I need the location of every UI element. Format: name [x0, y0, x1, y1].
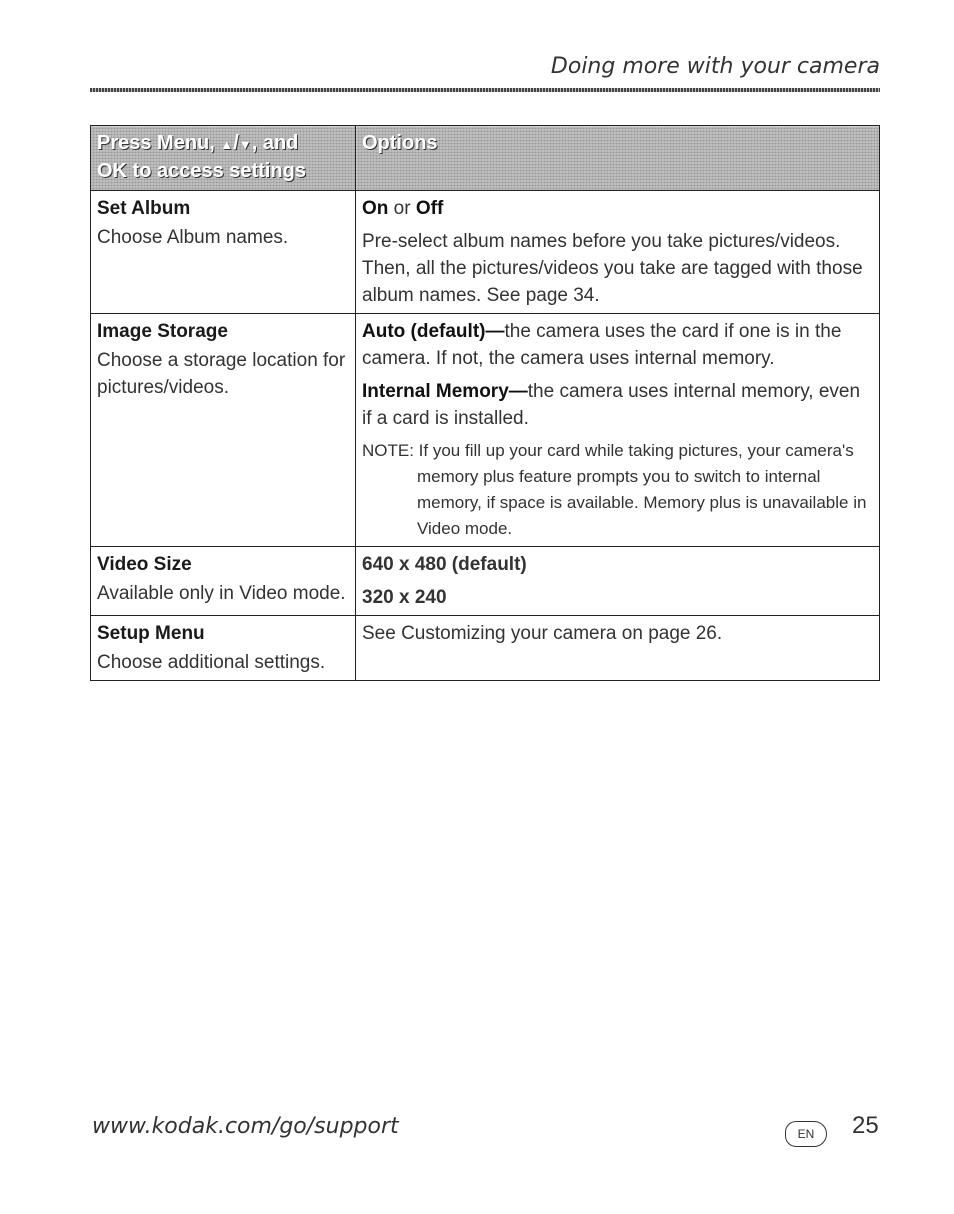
setting-description: Choose a storage location for pictures/videos.: [97, 350, 346, 398]
settings-table: [90, 125, 880, 681]
support-url: www.kodak.com/go/support: [92, 1114, 399, 1139]
table-row-image-storage: Image Storage Choose a storage location for pictures/videos. Auto (default)—the camera uses the card if one is in the camera. If not, the camera uses internal memory. Internal Memory—the camera uses internal memory, even if a card is installed. NOTE: If you fill up your card while taking pictures, your camera's memory plus feature prompts you to switch to internal memory, if space is available. Memory plus is unavailable in Video mode.: [91, 314, 880, 547]
setting-name: Image Storage: [97, 321, 228, 342]
header-rule: [90, 88, 880, 92]
table-header-row: [91, 126, 880, 191]
option-text: Pre-select album names before you take pictures/videos. Then, all the pictures/videos you take are tagged with those album names. See page 34.: [362, 231, 863, 306]
setting-name: Setup Menu: [97, 623, 205, 644]
language-badge-icon: EN: [785, 1121, 827, 1147]
note-text: NOTE: If you fill up your card while taking pictures, your camera's memory plus feature prompts you to switch to internal memory, if space is available. Memory plus is unavailable in Video mode.: [362, 441, 867, 538]
up-arrow-icon: ▲: [220, 137, 234, 152]
down-arrow-icon: ▼: [238, 137, 252, 152]
option-text: See Customizing your camera on page 26.: [362, 623, 723, 644]
setting-description: Choose additional settings.: [97, 652, 326, 673]
page-number: 25: [852, 1112, 879, 1139]
option-alt: 320 x 240: [362, 587, 447, 608]
header-options: Options: [356, 126, 880, 191]
option-default: 640 x 480 (default): [362, 554, 527, 575]
setting-name: Video Size: [97, 554, 192, 575]
setting-name: Set Album: [97, 198, 191, 219]
setting-description: Choose Album names.: [97, 227, 289, 248]
running-header-title: Doing more with your camera: [550, 54, 880, 79]
table-row-setup-menu: [91, 616, 880, 681]
setting-description: Available only in Video mode.: [97, 583, 346, 604]
table-row-video-size: [91, 547, 880, 616]
header-press-menu: Press Menu, ▲/▼, and OK to access settings: [91, 126, 356, 191]
table-row-set-album: Set Album Choose Album names. On or Off Pre-select album names before you take pictures/videos. Then, all the pictures/videos you take are tagged with those album names. See page 34.: [91, 191, 880, 314]
